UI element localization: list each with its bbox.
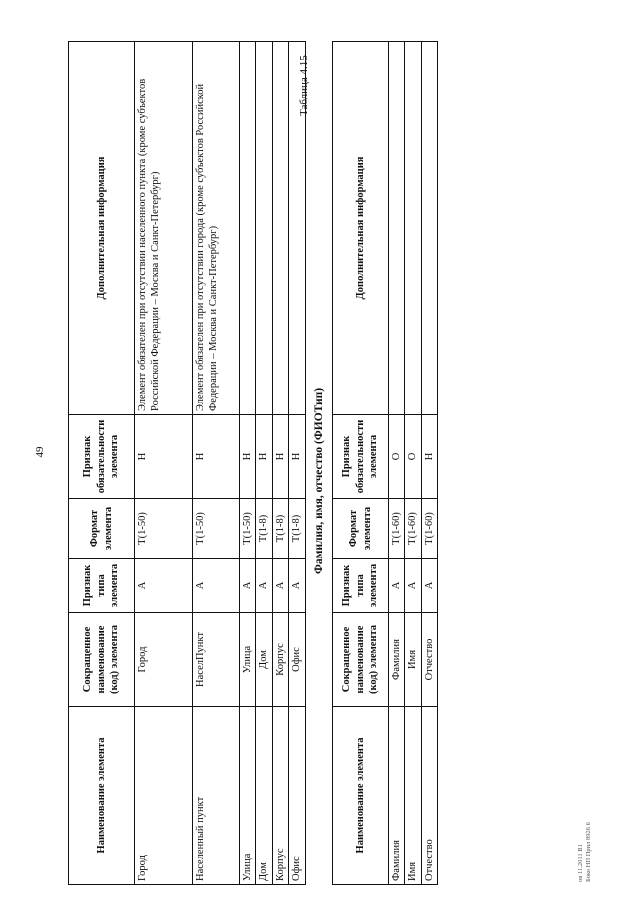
cell-info: Элемент обязателен при отсутствии населенного пункта (кроме субъектов Российской Федерации – Москва и Санкт-Петербург) — [135, 42, 193, 415]
cell-info — [272, 42, 288, 415]
address-table — [68, 41, 306, 885]
cell-code: Город — [135, 613, 193, 707]
table-row — [421, 42, 437, 885]
table-row — [405, 42, 421, 885]
cell-code: Имя — [405, 613, 421, 707]
cell-format: Т(1-50) — [240, 499, 256, 559]
cell-type: А — [240, 559, 256, 613]
cell-code: Улица — [240, 613, 256, 707]
header-required: Признак обязательности элемента — [69, 415, 135, 499]
table-row — [240, 42, 256, 885]
table-number: Таблица 4.15 — [298, 55, 310, 116]
cell-format: Т(1-8) — [272, 499, 288, 559]
header-type: Признак типа элемента — [333, 559, 389, 613]
cell-format: Т(1-60) — [421, 499, 437, 559]
cell-format: Т(1-50) — [193, 499, 240, 559]
cell-name: Офис — [289, 707, 305, 885]
header-type: Признак типа элемента — [69, 559, 135, 613]
cell-info — [389, 42, 405, 415]
fio-table — [332, 41, 438, 885]
cell-format: Т(1-60) — [389, 499, 405, 559]
cell-name: Имя — [405, 707, 421, 885]
cell-info — [421, 42, 437, 415]
header-name: Наименование элемента — [69, 707, 135, 885]
cell-name: Город — [135, 707, 193, 885]
cell-type: А — [256, 559, 272, 613]
table-row — [289, 42, 305, 885]
cell-type: А — [405, 559, 421, 613]
header-info: Дополнительная информация — [69, 42, 135, 415]
table-row — [272, 42, 288, 885]
cell-type: А — [193, 559, 240, 613]
cell-code: Офис — [289, 613, 305, 707]
cell-info — [240, 42, 256, 415]
table-header-row — [69, 42, 135, 885]
header-info: Дополнительная информация — [333, 42, 389, 415]
cell-name: Фамилия — [389, 707, 405, 885]
cell-required: Н — [256, 415, 272, 499]
cell-required: О — [389, 415, 405, 499]
header-required: Признак обязательности элемента — [333, 415, 389, 499]
cell-code: Отчество — [421, 613, 437, 707]
cell-required: Н — [272, 415, 288, 499]
cell-type: А — [389, 559, 405, 613]
cell-name: Улица — [240, 707, 256, 885]
cell-type: А — [289, 559, 305, 613]
header-format: Формат элемента — [333, 499, 389, 559]
table-row — [256, 42, 272, 885]
cell-format: Т(1-8) — [289, 499, 305, 559]
footer-stamp — [577, 822, 594, 882]
table-title: Фамилия, имя, отчество (ФИОТип) — [313, 387, 325, 574]
header-name: Наименование элемента — [333, 707, 389, 885]
footer-line-1: ов 11.2011 В1 — [577, 844, 584, 882]
cell-name: Дом — [256, 707, 272, 885]
cell-required: Н — [289, 415, 305, 499]
cell-format: Т(1-8) — [256, 499, 272, 559]
cell-type: А — [135, 559, 193, 613]
cell-type: А — [421, 559, 437, 613]
header-code: Сокращенное наименование (код) элемента — [69, 613, 135, 707]
header-format: Формат элемента — [69, 499, 135, 559]
cell-name: Корпус — [272, 707, 288, 885]
table-row — [193, 42, 240, 885]
cell-info — [256, 42, 272, 415]
cell-required: Н — [421, 415, 437, 499]
cell-name: Населенный пункт — [193, 707, 240, 885]
table-row — [135, 42, 193, 885]
cell-code: Дом — [256, 613, 272, 707]
table-header-row — [333, 42, 389, 885]
cell-required: Н — [135, 415, 193, 499]
header-code: Сокращенное наименование (код) элемента — [333, 613, 389, 707]
cell-info: Элемент обязателен при отсутствии города (кроме субъектов Российской Федерации – Москва и Санкт-Петербург) — [193, 42, 240, 415]
cell-type: А — [272, 559, 288, 613]
cell-required: Н — [193, 415, 240, 499]
cell-code: НаселПункт — [193, 613, 240, 707]
footer-line-2: Боко НП Прил 8926 6 — [585, 822, 593, 882]
cell-code: Корпус — [272, 613, 288, 707]
table-row — [389, 42, 405, 885]
cell-format: Т(1-50) — [135, 499, 193, 559]
cell-format: Т(1-60) — [405, 499, 421, 559]
page-number: 49 — [34, 446, 46, 458]
cell-required: Н — [240, 415, 256, 499]
cell-required: О — [405, 415, 421, 499]
cell-info — [405, 42, 421, 415]
cell-name: Отчество — [421, 707, 437, 885]
cell-code: Фамилия — [389, 613, 405, 707]
